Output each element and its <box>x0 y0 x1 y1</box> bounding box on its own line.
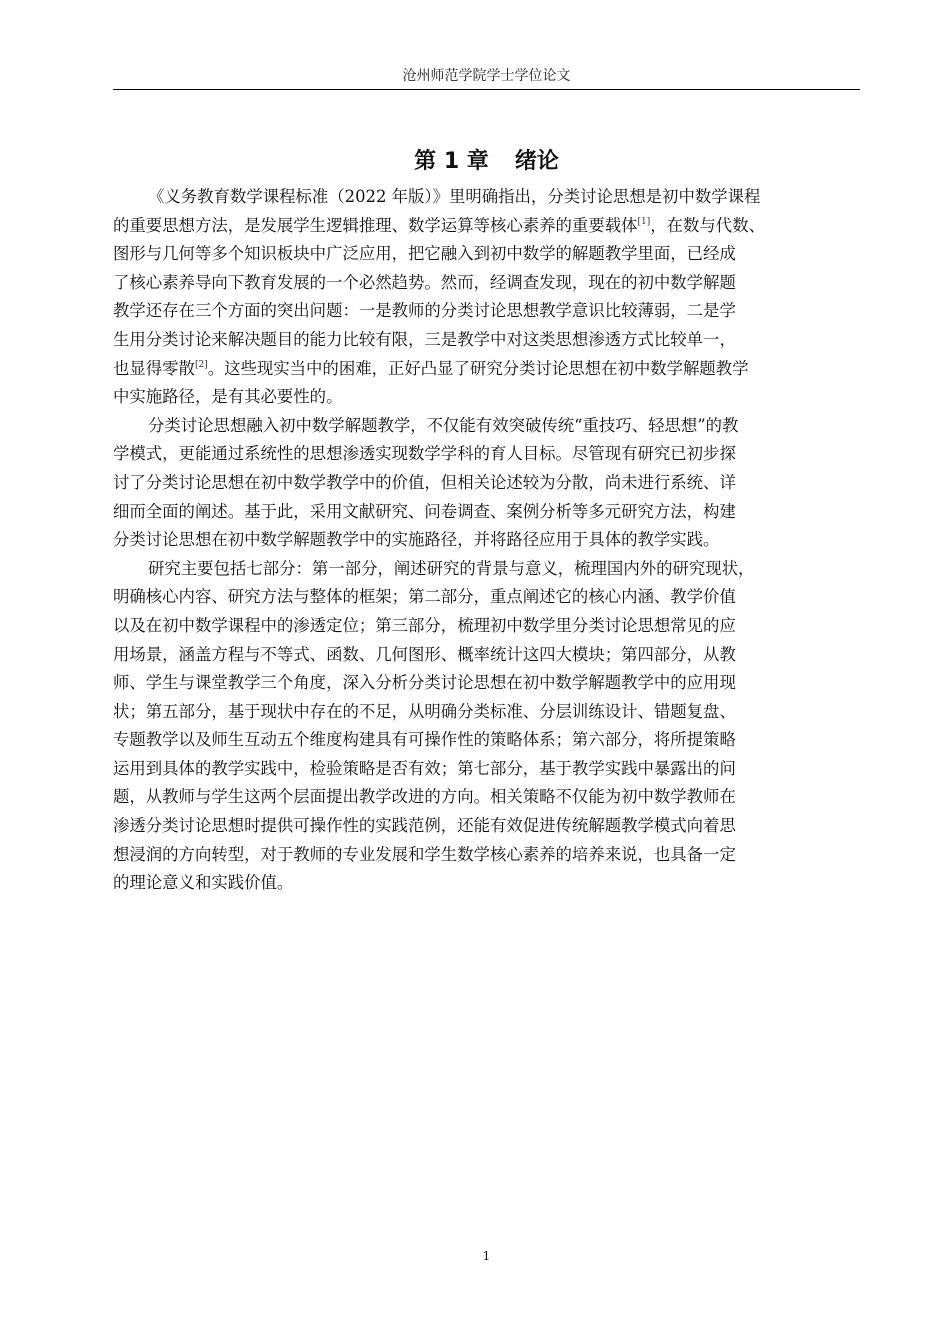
text-line: 《义务教育数学课程标准（2022 年版）》里明确指出，分类讨论思想是初中数学课程 <box>148 187 761 206</box>
text-line: 生用分类讨论来解决题目的能力比较有限，三是教学中对这类思想渗透方式比较单一， <box>113 329 736 349</box>
text-line: 中实施路径，是有其必要性的。 <box>113 387 343 407</box>
text-line: 以及在初中数学课程中的渗透定位；第三部分，梳理初中数学里分类讨论思想常见的应 <box>113 615 736 635</box>
text-line: 细而全面的阐述。基于此，采用文献研究、问卷调查、案例分析等多元研究方法，构建 <box>113 501 736 521</box>
text-line <box>113 212 861 241</box>
text-segment: 。这些现实当中的困难，正好凸显了研究分类讨论思想在初中数学解题教学 <box>207 358 749 378</box>
paragraph-2 <box>113 412 861 555</box>
text-segment: ，在数与代数、 <box>650 215 765 235</box>
page-number: 1 <box>482 1249 491 1263</box>
chapter-number: 第 1 章 <box>414 149 489 174</box>
text-line: 分类讨论思想融入初中数学解题教学，不仅能有效突破传统“重技巧、轻思想”的教 <box>148 415 739 435</box>
running-header-title: 沧州师范学院学士学位论文 <box>402 68 571 84</box>
text-line <box>113 355 861 384</box>
text-line: 明确核心内容、研究方法与整体的框架；第二部分，重点阐述它的核心内涵、教学价值 <box>113 587 736 607</box>
text-line: 的理论意义和实践价值。 <box>113 873 294 893</box>
text-line: 讨了分类讨论思想在初中数学教学中的价值，但相关论述较为分散，尚未进行系统、详 <box>113 472 736 492</box>
text-line: 分类讨论思想在初中数学解题教学中的实施路径，并将路径应用于具体的教学实践。 <box>113 530 720 550</box>
text-line: 学模式，更能通过系统性的思想渗透实现数学学科的育人目标。尽管现有研究已初步探 <box>113 444 736 464</box>
text-segment: 的重要思想方法，是发展学生逻辑推理、数学运算等核心素养的重要载体 <box>113 215 638 235</box>
paragraph-1 <box>113 183 861 412</box>
text-line: 教学还存在三个方面的突出问题：一是教师的分类讨论思想教学意识比较薄弱，二是学 <box>113 301 736 321</box>
text-line: 研究主要包括七部分：第一部分，阐述研究的背景与意义，梳理国内外的研究现状， <box>148 558 755 578</box>
running-header <box>113 66 860 90</box>
body-text <box>113 183 861 898</box>
text-line: 状；第五部分，基于现状中存在的不足，从明确分类标准、分层训练设计、错题复盘、 <box>113 701 736 721</box>
paragraph-3 <box>113 555 861 898</box>
citation-ref[interactable]: [1] <box>637 216 651 227</box>
text-line: 用场景，涵盖方程与不等式、函数、几何图形、概率统计这四大模块；第四部分，从教 <box>113 644 736 664</box>
text-line: 了核心素养导向下教育发展的一个必然趋势。然而，经调查发现，现在的初中数学解题 <box>113 272 736 292</box>
text-segment: 也显得零散 <box>113 358 195 378</box>
text-line: 师、学生与课堂教学三个角度，深入分析分类讨论思想在初中数学解题教学中的应用现 <box>113 673 736 693</box>
text-line: 图形与几何等多个知识板块中广泛应用，把它融入到初中数学的解题教学里面，已经成 <box>113 244 736 264</box>
citation-ref[interactable]: [2] <box>194 359 208 370</box>
text-line: 想浸润的方向转型，对于教师的专业发展和学生数学核心素养的培养来说，也具备一定 <box>113 844 736 864</box>
chapter-name: 绪论 <box>514 149 559 174</box>
chapter-title <box>113 146 860 178</box>
text-line: 题，从教师与学生这两个层面提出教学改进的方向。相关策略不仅能为初中数学教师在 <box>113 787 736 807</box>
text-line: 专题教学以及师生互动五个维度构建具有可操作性的策略体系；第六部分，将所提策略 <box>113 730 736 750</box>
text-line: 运用到具体的教学实践中，检验策略是否有效；第七部分，基于教学实践中暴露出的问 <box>113 758 736 778</box>
text-line: 渗透分类讨论思想时提供可操作性的实践范例，还能有效促进传统解题教学模式向着思 <box>113 816 736 836</box>
